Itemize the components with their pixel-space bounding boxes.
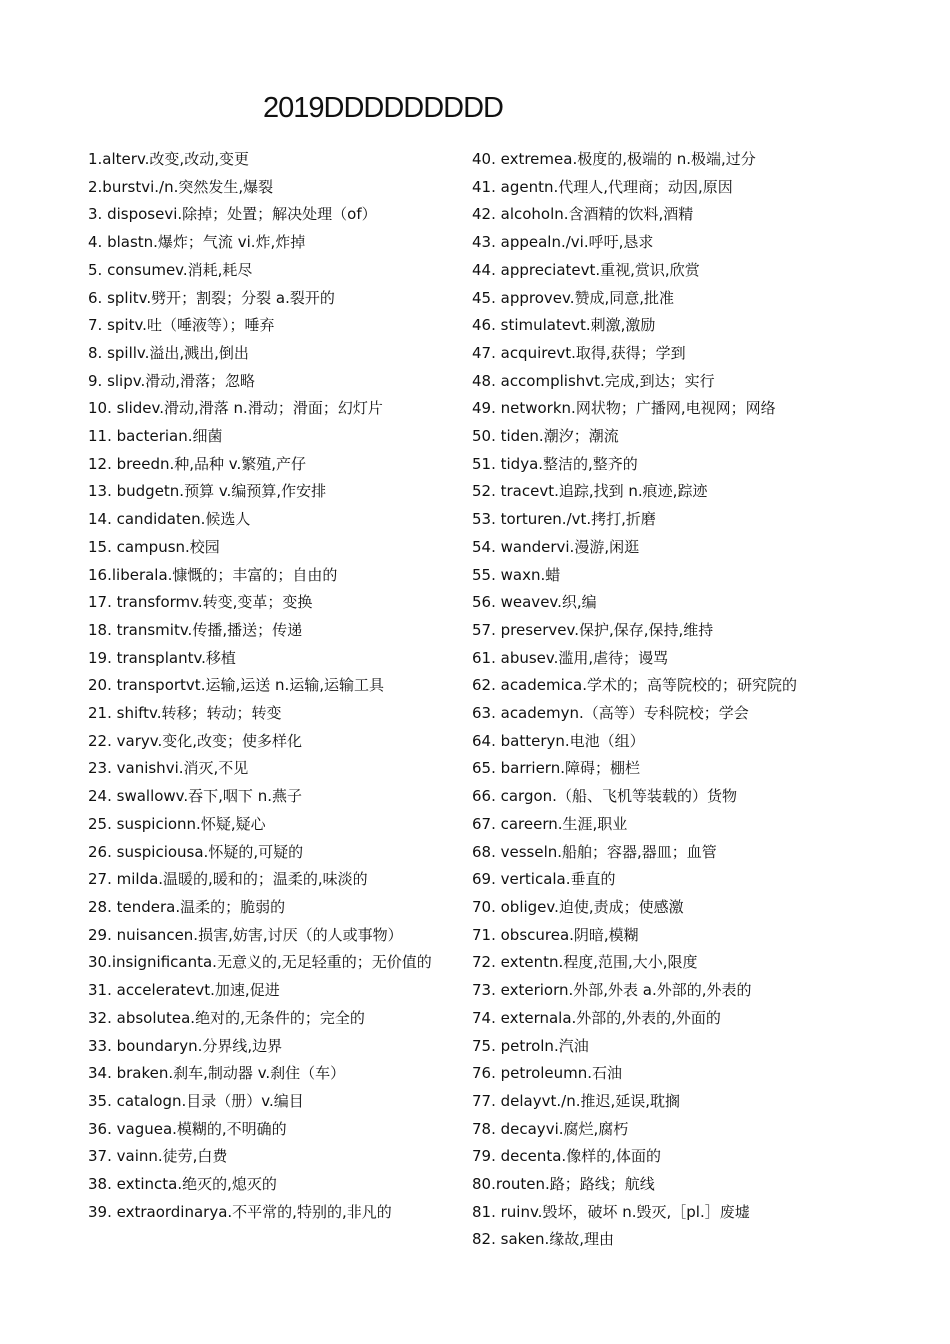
vocab-entry: 11. bacterian.细菌	[88, 427, 223, 446]
vocab-entry: 56. weavev.织,编	[472, 593, 597, 612]
vocab-entry: 12. breedn.种,品种 v.繁殖,产仔	[88, 454, 307, 473]
vocab-entry: 31. acceleratevt.加速,促进	[88, 981, 280, 1000]
vocab-entry: 29. nuisancen.损害,妨害,讨厌（的人或事物）	[88, 925, 403, 944]
vocab-entry: 69. verticala.垂直的	[472, 870, 616, 889]
vocab-entry: 13. budgetn.预算 v.编预算,作安排	[88, 482, 327, 501]
vocab-entry: 48. accomplishvt.完成,到达；实行	[472, 371, 715, 390]
vocab-entry: 70. obligev.迫使,责成；使感激	[472, 897, 684, 916]
vocab-entry: 23. vanishvi.消灭,不见	[88, 759, 249, 778]
vocab-entry: 17. transformv.转变,变革；变换	[88, 593, 313, 612]
page-title: 2019DDDDDDDDD	[263, 92, 503, 124]
vocab-entry: 41. agentn.代理人,代理商；动因,原因	[472, 177, 733, 196]
vocab-entry: 65. barriern.障碍；棚栏	[472, 759, 640, 778]
vocab-entry: 62. academica.学术的；高等院校的；研究院的	[472, 676, 797, 695]
vocab-entry: 79. decenta.像样的,体面的	[472, 1147, 661, 1166]
vocab-entry: 27. milda.温暖的,暖和的；温柔的,味淡的	[88, 870, 368, 889]
vocab-entry: 53. torturen./vt.拷打,折磨	[472, 510, 656, 529]
vocab-entry: 68. vesseln.船舶；容器,器皿；血管	[472, 842, 717, 861]
vocab-entry: 28. tendera.温柔的；脆弱的	[88, 897, 286, 916]
vocab-entry: 75. petroln.汽油	[472, 1036, 589, 1055]
vocab-entry: 15. campusn.校园	[88, 537, 220, 556]
vocab-entry: 52. tracevt.追踪,找到 n.痕迹,踪迹	[472, 482, 708, 501]
vocab-entry: 45. approvev.赞成,同意,批准	[472, 288, 674, 307]
vocab-entry: 67. careern.生涯,职业	[472, 814, 628, 833]
vocab-entry: 4. blastn.爆炸；气流 vi.炸,炸掉	[88, 233, 306, 252]
vocab-entry: 21. shiftv.转移；转动；转变	[88, 704, 282, 723]
vocab-entry: 16.liberala.慷慨的；丰富的；自由的	[88, 565, 338, 584]
vocab-entry: 40. extremea.极度的,极端的 n.极端,过分	[472, 150, 756, 168]
vocab-entry: 47. acquirevt.取得,获得；学到	[472, 343, 686, 362]
vocab-entry: 80.routen.路；路线；航线	[472, 1175, 655, 1194]
vocab-entry: 63. academyn.（高等）专科院校；学会	[472, 704, 749, 723]
vocab-entry: 55. waxn.蜡	[472, 565, 561, 584]
vocab-entry: 43. appealn./vi.呼吁,恳求	[472, 233, 654, 252]
vocab-entry: 54. wandervi.漫游,闲逛	[472, 537, 640, 556]
vocab-entry: 19. transplantv.移植	[88, 648, 236, 667]
vocab-entry: 81. ruinv.毁坏，破坏 n.毁灭,［pl.］废墟	[472, 1202, 750, 1221]
vocab-entry: 78. decayvi.腐烂,腐朽	[472, 1119, 629, 1138]
vocab-column-left	[88, 146, 448, 1226]
vocab-entry: 14. candidaten.候选人	[88, 510, 251, 529]
vocab-entry: 64. batteryn.电池（组）	[472, 731, 645, 750]
vocab-entry: 10. slidev.滑动,滑落 n.滑动；滑面；幻灯片	[88, 399, 383, 418]
vocab-entry: 5. consumev.消耗,耗尽	[88, 260, 253, 279]
vocab-entry: 71. obscurea.阴暗,模糊	[472, 925, 639, 944]
vocab-entry: 74. externala.外部的,外表的,外面的	[472, 1008, 721, 1027]
vocab-entry: 18. transmitv.传播,播送；传递	[88, 620, 303, 639]
vocab-entry: 34. braken.刹车,制动器 v.刹住（车）	[88, 1064, 346, 1083]
vocab-entry: 72. extentn.程度,范围,大小,限度	[472, 953, 698, 972]
vocab-entry: 20. transportvt.运输,运送 n.运输,运输工具	[88, 676, 385, 695]
vocab-entry: 35. catalogn.目录（册）v.编目	[88, 1091, 304, 1110]
vocab-entry: 8. spillv.溢出,溅出,倒出	[88, 343, 249, 362]
vocab-entry: 49. networkn.网状物；广播网,电视网；网络	[472, 399, 776, 418]
vocab-column-right	[472, 146, 832, 1254]
vocab-entry: 30.insignificanta.无意义的,无足轻重的；无价值的	[88, 953, 432, 972]
vocab-entry: 50. tiden.潮汐；潮流	[472, 427, 619, 446]
vocab-entry: 66. cargon.（船、飞机等装载的）货物	[472, 787, 737, 806]
vocab-entry: 26. suspiciousa.怀疑的,可疑的	[88, 842, 304, 861]
vocab-entry: 1.alterv.改变,改动,变更	[88, 150, 249, 168]
vocab-entry: 32. absolutea.绝对的,无条件的；完全的	[88, 1008, 365, 1027]
vocab-entry: 61. abusev.滥用,虐待；谩骂	[472, 648, 669, 667]
vocab-entry: 73. exteriorn.外部,外表 a.外部的,外表的	[472, 981, 752, 1000]
vocab-entry: 77. delayvt./n.推迟,延误,耽搁	[472, 1091, 681, 1110]
vocab-entry: 57. preservev.保护,保存,保持,维持	[472, 620, 714, 639]
vocab-entry: 51. tidya.整洁的,整齐的	[472, 454, 638, 473]
vocab-entry: 82. saken.缘故,理由	[472, 1230, 615, 1249]
vocab-entry: 9. slipv.滑动,滑落；忽略	[88, 371, 256, 390]
vocab-entry: 42. alcoholn.含酒精的饮料,酒精	[472, 205, 694, 224]
vocab-entry: 38. extincta.绝灭的,熄灭的	[88, 1175, 277, 1194]
vocab-entry: 25. suspicionn.怀疑,疑心	[88, 814, 266, 833]
vocab-entry: 22. varyv.变化,改变；使多样化	[88, 731, 302, 750]
vocab-entry: 37. vainn.徒劳,白费	[88, 1147, 228, 1166]
vocab-entry: 44. appreciatevt.重视,赏识,欣赏	[472, 260, 700, 279]
vocab-entry: 46. stimulatevt.刺激,激励	[472, 316, 656, 335]
vocab-entry: 2.burstvi./n.突然发生,爆裂	[88, 177, 274, 196]
vocab-entry: 33. boundaryn.分界线,边界	[88, 1036, 283, 1055]
vocab-entry: 6. splitv.劈开；割裂；分裂 a.裂开的	[88, 288, 335, 307]
vocab-entry: 39. extraordinarya.不平常的,特别的,非凡的	[88, 1202, 392, 1221]
vocab-entry: 24. swallowv.吞下,咽下 n.燕子	[88, 787, 302, 806]
vocab-entry: 7. spitv.吐（唾液等）；唾弃	[88, 316, 275, 335]
vocab-entry: 3. disposevi.除掉；处置；解决处理（of）	[88, 205, 377, 224]
vocab-entry: 76. petroleumn.石油	[472, 1064, 623, 1083]
vocab-entry: 36. vaguea.模糊的,不明确的	[88, 1119, 287, 1138]
